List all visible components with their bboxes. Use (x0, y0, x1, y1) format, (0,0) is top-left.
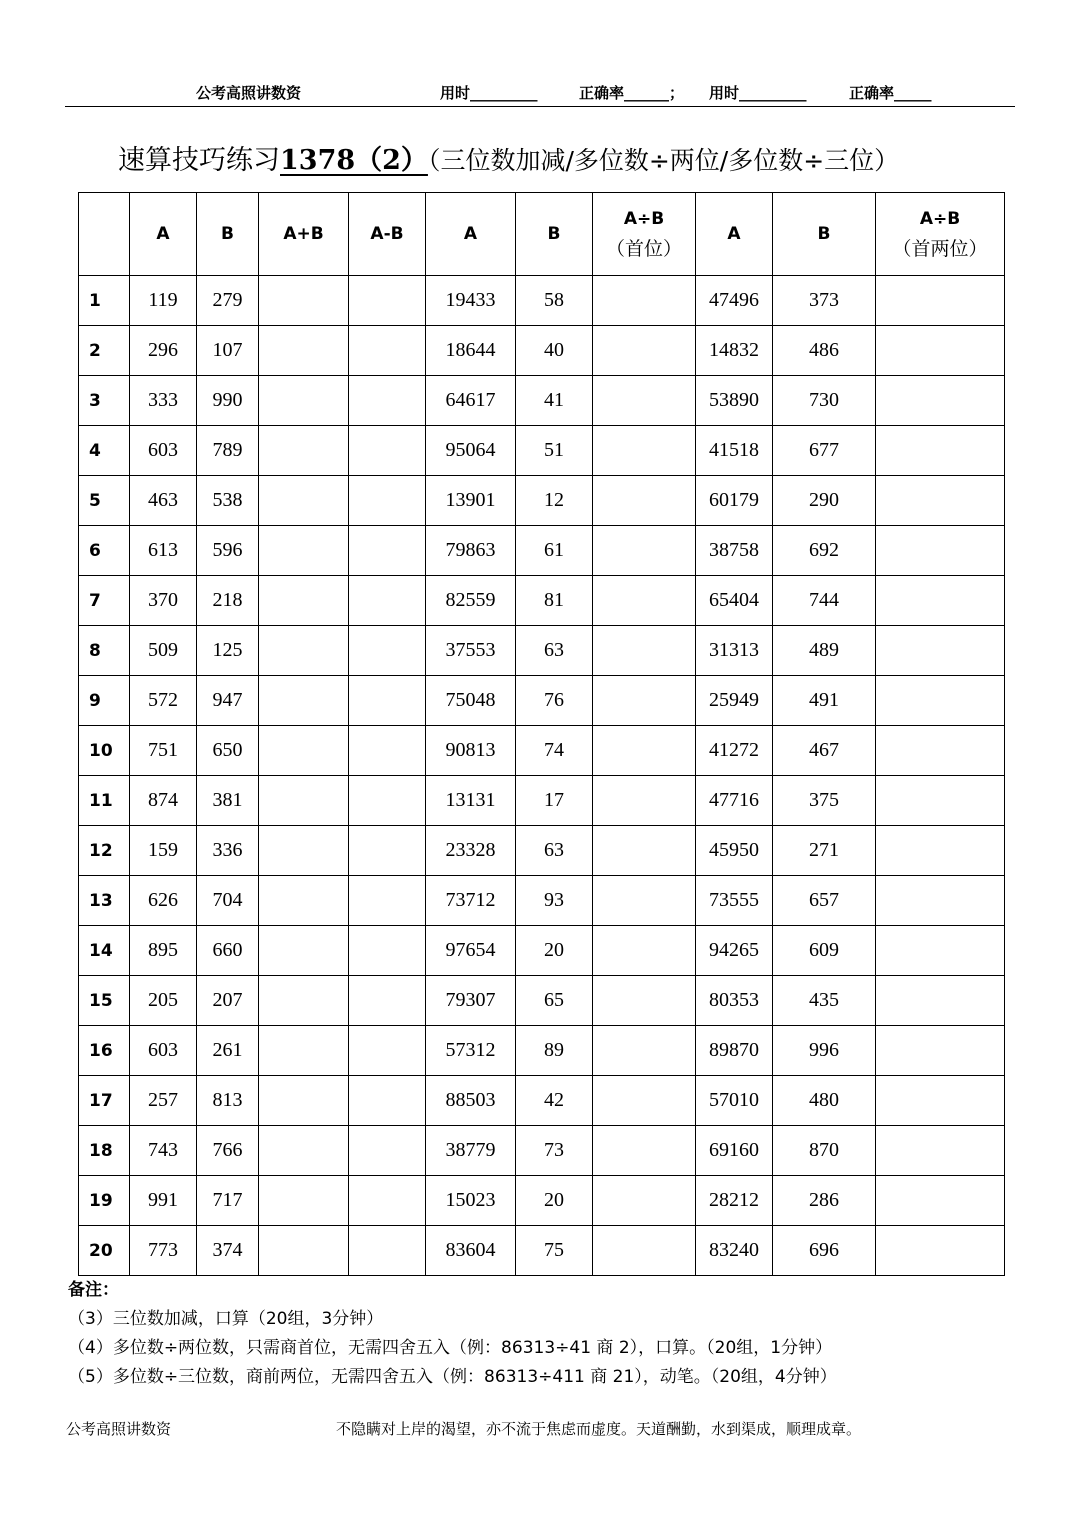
cell-a2: 23328 (426, 826, 516, 876)
cell-b2: 76 (516, 676, 593, 726)
answer-sum[interactable] (259, 826, 349, 876)
table-row (79, 776, 1005, 826)
cell-a3: 65404 (696, 576, 773, 626)
cell-a2: 82559 (426, 576, 516, 626)
table-row (79, 426, 1005, 476)
cell-a1: 603 (130, 1026, 197, 1076)
cell-b3: 290 (773, 476, 876, 526)
cell-a2: 64617 (426, 376, 516, 426)
cell-b3: 692 (773, 526, 876, 576)
cell-b2: 75 (516, 1226, 593, 1276)
row-index: 3 (79, 376, 130, 426)
answer-div-first-two-digits[interactable] (876, 1176, 1005, 1226)
cell-b2: 40 (516, 326, 593, 376)
header-diff: A-B (349, 193, 426, 276)
answer-div-first-digit[interactable] (593, 976, 696, 1026)
cell-a3: 28212 (696, 1176, 773, 1226)
answer-div-first-digit[interactable] (593, 876, 696, 926)
cell-a3: 80353 (696, 976, 773, 1026)
cell-a1: 751 (130, 726, 197, 776)
cell-b1: 717 (197, 1176, 259, 1226)
answer-div-first-digit[interactable] (593, 1176, 696, 1226)
cell-a1: 257 (130, 1076, 197, 1126)
cell-b3: 271 (773, 826, 876, 876)
cell-a1: 626 (130, 876, 197, 926)
cell-b3: 657 (773, 876, 876, 926)
footer-brand: 公考高照讲数资 (66, 1420, 172, 1438)
cell-a1: 509 (130, 626, 197, 676)
cell-b2: 12 (516, 476, 593, 526)
cell-b2: 20 (516, 926, 593, 976)
row-index: 8 (79, 626, 130, 676)
cell-a1: 119 (130, 276, 197, 326)
answer-div-first-digit[interactable] (593, 376, 696, 426)
cell-b2: 41 (516, 376, 593, 426)
table-row (79, 976, 1005, 1026)
answer-diff[interactable] (349, 1176, 426, 1226)
answer-diff[interactable] (349, 326, 426, 376)
table-row (79, 376, 1005, 426)
time-field-2[interactable]: 用时_________ (709, 84, 807, 102)
notes-label: 备注： (68, 1280, 119, 1300)
answer-sum[interactable] (259, 326, 349, 376)
answer-div-first-two-digits[interactable] (876, 626, 1005, 676)
cell-b2: 65 (516, 976, 593, 1026)
cell-b2: 58 (516, 276, 593, 326)
answer-sum[interactable] (259, 526, 349, 576)
cell-b3: 373 (773, 276, 876, 326)
page-header (0, 80, 1080, 104)
row-index: 18 (79, 1126, 130, 1176)
row-index: 14 (79, 926, 130, 976)
cell-a1: 463 (130, 476, 197, 526)
cell-a2: 73712 (426, 876, 516, 926)
exercise-table (78, 192, 1005, 1276)
cell-b3: 744 (773, 576, 876, 626)
table-row (79, 626, 1005, 676)
cell-b2: 89 (516, 1026, 593, 1076)
header-div1-sub: （首位） (605, 238, 682, 260)
table-row (79, 326, 1005, 376)
cell-b1: 789 (197, 426, 259, 476)
cell-a1: 743 (130, 1126, 197, 1176)
header-div2-label: A÷B (919, 209, 961, 229)
header-divider (65, 106, 1015, 107)
cell-a3: 41272 (696, 726, 773, 776)
header-sum: A+B (259, 193, 349, 276)
answer-diff[interactable] (349, 876, 426, 926)
header-brand: 公考高照讲数资 (196, 84, 302, 102)
cell-b3: 730 (773, 376, 876, 426)
cell-b3: 480 (773, 1076, 876, 1126)
cell-a3: 41518 (696, 426, 773, 476)
header-b3: B (773, 193, 876, 276)
answer-div-first-digit[interactable] (593, 276, 696, 326)
answer-div-first-digit[interactable] (593, 676, 696, 726)
note-5: （5）多位数÷三位数，商前两位，无需四舍五入（例：86313÷411 商 21），动笔。（20组，4分钟） (68, 1367, 837, 1387)
answer-div-first-digit[interactable] (593, 1126, 696, 1176)
table-row (79, 876, 1005, 926)
cell-b2: 93 (516, 876, 593, 926)
answer-div-first-digit[interactable] (593, 576, 696, 626)
answer-sum[interactable] (259, 476, 349, 526)
answer-diff[interactable] (349, 1226, 426, 1276)
cell-b3: 609 (773, 926, 876, 976)
cell-b1: 990 (197, 376, 259, 426)
cell-a2: 95064 (426, 426, 516, 476)
answer-sum[interactable] (259, 676, 349, 726)
answer-sum[interactable] (259, 776, 349, 826)
header-a3: A (696, 193, 773, 276)
answer-div-first-digit[interactable] (593, 526, 696, 576)
answer-sum[interactable] (259, 1176, 349, 1226)
cell-b3: 491 (773, 676, 876, 726)
row-index: 11 (79, 776, 130, 826)
row-index: 20 (79, 1226, 130, 1276)
cell-b1: 813 (197, 1076, 259, 1126)
cell-a3: 89870 (696, 1026, 773, 1076)
header-div-first-digit (593, 193, 696, 276)
cell-b1: 279 (197, 276, 259, 326)
table-row (79, 826, 1005, 876)
cell-a1: 603 (130, 426, 197, 476)
answer-div-first-digit[interactable] (593, 1226, 696, 1276)
table-row (79, 1126, 1005, 1176)
cell-a3: 25949 (696, 676, 773, 726)
notes-section (68, 1276, 837, 1392)
row-index: 15 (79, 976, 130, 1026)
table-row (79, 576, 1005, 626)
row-index: 17 (79, 1076, 130, 1126)
answer-div-first-two-digits[interactable] (876, 526, 1005, 576)
answer-div-first-digit[interactable] (593, 1026, 696, 1076)
cell-a2: 18644 (426, 326, 516, 376)
row-index: 7 (79, 576, 130, 626)
table-row (79, 726, 1005, 776)
answer-div-first-two-digits[interactable] (876, 926, 1005, 976)
cell-b1: 650 (197, 726, 259, 776)
cell-b1: 125 (197, 626, 259, 676)
accuracy-field-1[interactable]: 正确率______； (579, 84, 685, 102)
answer-diff[interactable] (349, 726, 426, 776)
cell-a2: 97654 (426, 926, 516, 976)
answer-sum[interactable] (259, 576, 349, 626)
cell-a2: 19433 (426, 276, 516, 326)
cell-b3: 696 (773, 1226, 876, 1276)
cell-b2: 73 (516, 1126, 593, 1176)
cell-b1: 218 (197, 576, 259, 626)
answer-diff[interactable] (349, 976, 426, 1026)
answer-div-first-two-digits[interactable] (876, 726, 1005, 776)
answer-div-first-two-digits[interactable] (876, 426, 1005, 476)
table-row (79, 926, 1005, 976)
cell-a2: 83604 (426, 1226, 516, 1276)
answer-div-first-two-digits[interactable] (876, 1226, 1005, 1276)
row-index: 16 (79, 1026, 130, 1076)
header-div-first-two-digits (876, 193, 1005, 276)
cell-a3: 73555 (696, 876, 773, 926)
cell-b2: 74 (516, 726, 593, 776)
row-index: 12 (79, 826, 130, 876)
cell-a3: 38758 (696, 526, 773, 576)
answer-div-first-two-digits[interactable] (876, 276, 1005, 326)
cell-b1: 947 (197, 676, 259, 726)
row-index: 6 (79, 526, 130, 576)
cell-a2: 13901 (426, 476, 516, 526)
cell-a2: 15023 (426, 1176, 516, 1226)
cell-b3: 467 (773, 726, 876, 776)
header-b2: B (516, 193, 593, 276)
cell-a1: 205 (130, 976, 197, 1026)
cell-a1: 159 (130, 826, 197, 876)
answer-diff[interactable] (349, 526, 426, 576)
cell-b3: 489 (773, 626, 876, 676)
row-index: 2 (79, 326, 130, 376)
footer-motto: 不隐瞒对上岸的渴望，亦不流于焦虑而虚度。天道酬勤，水到渠成，顺理成章。 (336, 1420, 862, 1438)
row-index: 4 (79, 426, 130, 476)
page-footer (0, 1418, 1080, 1442)
cell-b1: 704 (197, 876, 259, 926)
cell-b1: 766 (197, 1126, 259, 1176)
cell-b2: 81 (516, 576, 593, 626)
cell-a3: 69160 (696, 1126, 773, 1176)
answer-div-first-two-digits[interactable] (876, 676, 1005, 726)
answer-diff[interactable] (349, 576, 426, 626)
answer-sum[interactable] (259, 976, 349, 1026)
answer-diff[interactable] (349, 1076, 426, 1126)
answer-sum[interactable] (259, 376, 349, 426)
answer-div-first-two-digits[interactable] (876, 476, 1005, 526)
table-row (79, 1176, 1005, 1226)
answer-div-first-two-digits[interactable] (876, 376, 1005, 426)
answer-diff[interactable] (349, 676, 426, 726)
cell-a3: 47716 (696, 776, 773, 826)
row-index: 10 (79, 726, 130, 776)
answer-div-first-two-digits[interactable] (876, 326, 1005, 376)
cell-a2: 37553 (426, 626, 516, 676)
table-row (79, 1226, 1005, 1276)
answer-div-first-digit[interactable] (593, 626, 696, 676)
cell-a2: 57312 (426, 1026, 516, 1076)
cell-b2: 20 (516, 1176, 593, 1226)
cell-b2: 63 (516, 826, 593, 876)
cell-a2: 79863 (426, 526, 516, 576)
header-b1: B (197, 193, 259, 276)
answer-sum[interactable] (259, 1126, 349, 1176)
answer-diff[interactable] (349, 776, 426, 826)
table-row (79, 1026, 1005, 1076)
cell-b3: 486 (773, 326, 876, 376)
cell-b3: 870 (773, 1126, 876, 1176)
cell-a2: 88503 (426, 1076, 516, 1126)
answer-sum[interactable] (259, 626, 349, 676)
table-row (79, 676, 1005, 726)
cell-a3: 45950 (696, 826, 773, 876)
cell-a3: 47496 (696, 276, 773, 326)
cell-a3: 60179 (696, 476, 773, 526)
table-body (79, 276, 1005, 1276)
answer-diff[interactable] (349, 626, 426, 676)
header-div2-sub: （首两位） (892, 238, 988, 260)
cell-b1: 381 (197, 776, 259, 826)
answer-sum[interactable] (259, 276, 349, 326)
cell-b3: 435 (773, 976, 876, 1026)
cell-a3: 31313 (696, 626, 773, 676)
answer-div-first-two-digits[interactable] (876, 1126, 1005, 1176)
cell-b2: 17 (516, 776, 593, 826)
cell-a2: 90813 (426, 726, 516, 776)
answer-div-first-two-digits[interactable] (876, 876, 1005, 926)
time-field-1[interactable]: 用时_________ (440, 84, 538, 102)
title-subtitle: （三位数加减/多位数÷两位/多位数÷三位） (427, 146, 900, 175)
answer-div-first-digit[interactable] (593, 826, 696, 876)
note-4: （4）多位数÷两位数，只需商首位，无需四舍五入（例：86313÷41 商 2），口算。（20组，1分钟） (68, 1338, 833, 1358)
cell-b3: 286 (773, 1176, 876, 1226)
cell-a2: 79307 (426, 976, 516, 1026)
answer-diff[interactable] (349, 426, 426, 476)
table-row (79, 526, 1005, 576)
cell-a3: 94265 (696, 926, 773, 976)
cell-b2: 42 (516, 1076, 593, 1126)
answer-div-first-digit[interactable] (593, 476, 696, 526)
cell-b1: 207 (197, 976, 259, 1026)
row-index: 9 (79, 676, 130, 726)
cell-b2: 61 (516, 526, 593, 576)
answer-div-first-digit[interactable] (593, 326, 696, 376)
answer-div-first-two-digits[interactable] (876, 826, 1005, 876)
header-div1-label: A÷B (623, 209, 665, 229)
answer-div-first-two-digits[interactable] (876, 576, 1005, 626)
answer-div-first-two-digits[interactable] (876, 1076, 1005, 1126)
answer-diff[interactable] (349, 276, 426, 326)
cell-b1: 538 (197, 476, 259, 526)
answer-diff[interactable] (349, 376, 426, 426)
table-row (79, 276, 1005, 326)
answer-div-first-two-digits[interactable] (876, 776, 1005, 826)
row-index: 19 (79, 1176, 130, 1226)
header-a2: A (426, 193, 516, 276)
cell-b1: 107 (197, 326, 259, 376)
cell-a1: 370 (130, 576, 197, 626)
answer-sum[interactable] (259, 876, 349, 926)
cell-b1: 660 (197, 926, 259, 976)
answer-sum[interactable] (259, 726, 349, 776)
cell-b1: 261 (197, 1026, 259, 1076)
page-title (118, 138, 899, 177)
header-a1: A (130, 193, 197, 276)
cell-a2: 38779 (426, 1126, 516, 1176)
table-row (79, 476, 1005, 526)
cell-a1: 296 (130, 326, 197, 376)
answer-diff[interactable] (349, 826, 426, 876)
answer-div-first-digit[interactable] (593, 926, 696, 976)
answer-sum[interactable] (259, 1076, 349, 1126)
cell-a1: 991 (130, 1176, 197, 1226)
cell-b1: 336 (197, 826, 259, 876)
answer-sum[interactable] (259, 926, 349, 976)
cell-b2: 63 (516, 626, 593, 676)
cell-a3: 83240 (696, 1226, 773, 1276)
answer-diff[interactable] (349, 1126, 426, 1176)
cell-b2: 51 (516, 426, 593, 476)
row-index: 5 (79, 476, 130, 526)
cell-b3: 996 (773, 1026, 876, 1076)
answer-diff[interactable] (349, 476, 426, 526)
title-code: 1378（2） (280, 145, 428, 176)
cell-a2: 75048 (426, 676, 516, 726)
answer-div-first-digit[interactable] (593, 726, 696, 776)
answer-diff[interactable] (349, 926, 426, 976)
table-header-row (79, 193, 1005, 276)
answer-sum[interactable] (259, 1026, 349, 1076)
note-3: （3）三位数加减，口算（20组，3分钟） (68, 1309, 384, 1329)
answer-div-first-digit[interactable] (593, 1076, 696, 1126)
table-row (79, 1076, 1005, 1126)
answer-diff[interactable] (349, 1026, 426, 1076)
header-index (79, 193, 130, 276)
row-index: 1 (79, 276, 130, 326)
cell-b3: 677 (773, 426, 876, 476)
cell-a1: 773 (130, 1226, 197, 1276)
cell-a1: 895 (130, 926, 197, 976)
cell-b1: 374 (197, 1226, 259, 1276)
cell-a3: 57010 (696, 1076, 773, 1126)
row-index: 13 (79, 876, 130, 926)
cell-a1: 874 (130, 776, 197, 826)
cell-b3: 375 (773, 776, 876, 826)
answer-sum[interactable] (259, 1226, 349, 1276)
answer-sum[interactable] (259, 426, 349, 476)
cell-b1: 596 (197, 526, 259, 576)
answer-div-first-two-digits[interactable] (876, 976, 1005, 1026)
answer-div-first-digit[interactable] (593, 776, 696, 826)
cell-a2: 13131 (426, 776, 516, 826)
accuracy-field-2[interactable]: 正确率_____ (849, 84, 932, 102)
answer-div-first-two-digits[interactable] (876, 1026, 1005, 1076)
cell-a1: 333 (130, 376, 197, 426)
cell-a1: 572 (130, 676, 197, 726)
cell-a1: 613 (130, 526, 197, 576)
cell-a3: 14832 (696, 326, 773, 376)
cell-a3: 53890 (696, 376, 773, 426)
answer-div-first-digit[interactable] (593, 426, 696, 476)
title-prefix: 速算技巧练习 (118, 145, 280, 176)
